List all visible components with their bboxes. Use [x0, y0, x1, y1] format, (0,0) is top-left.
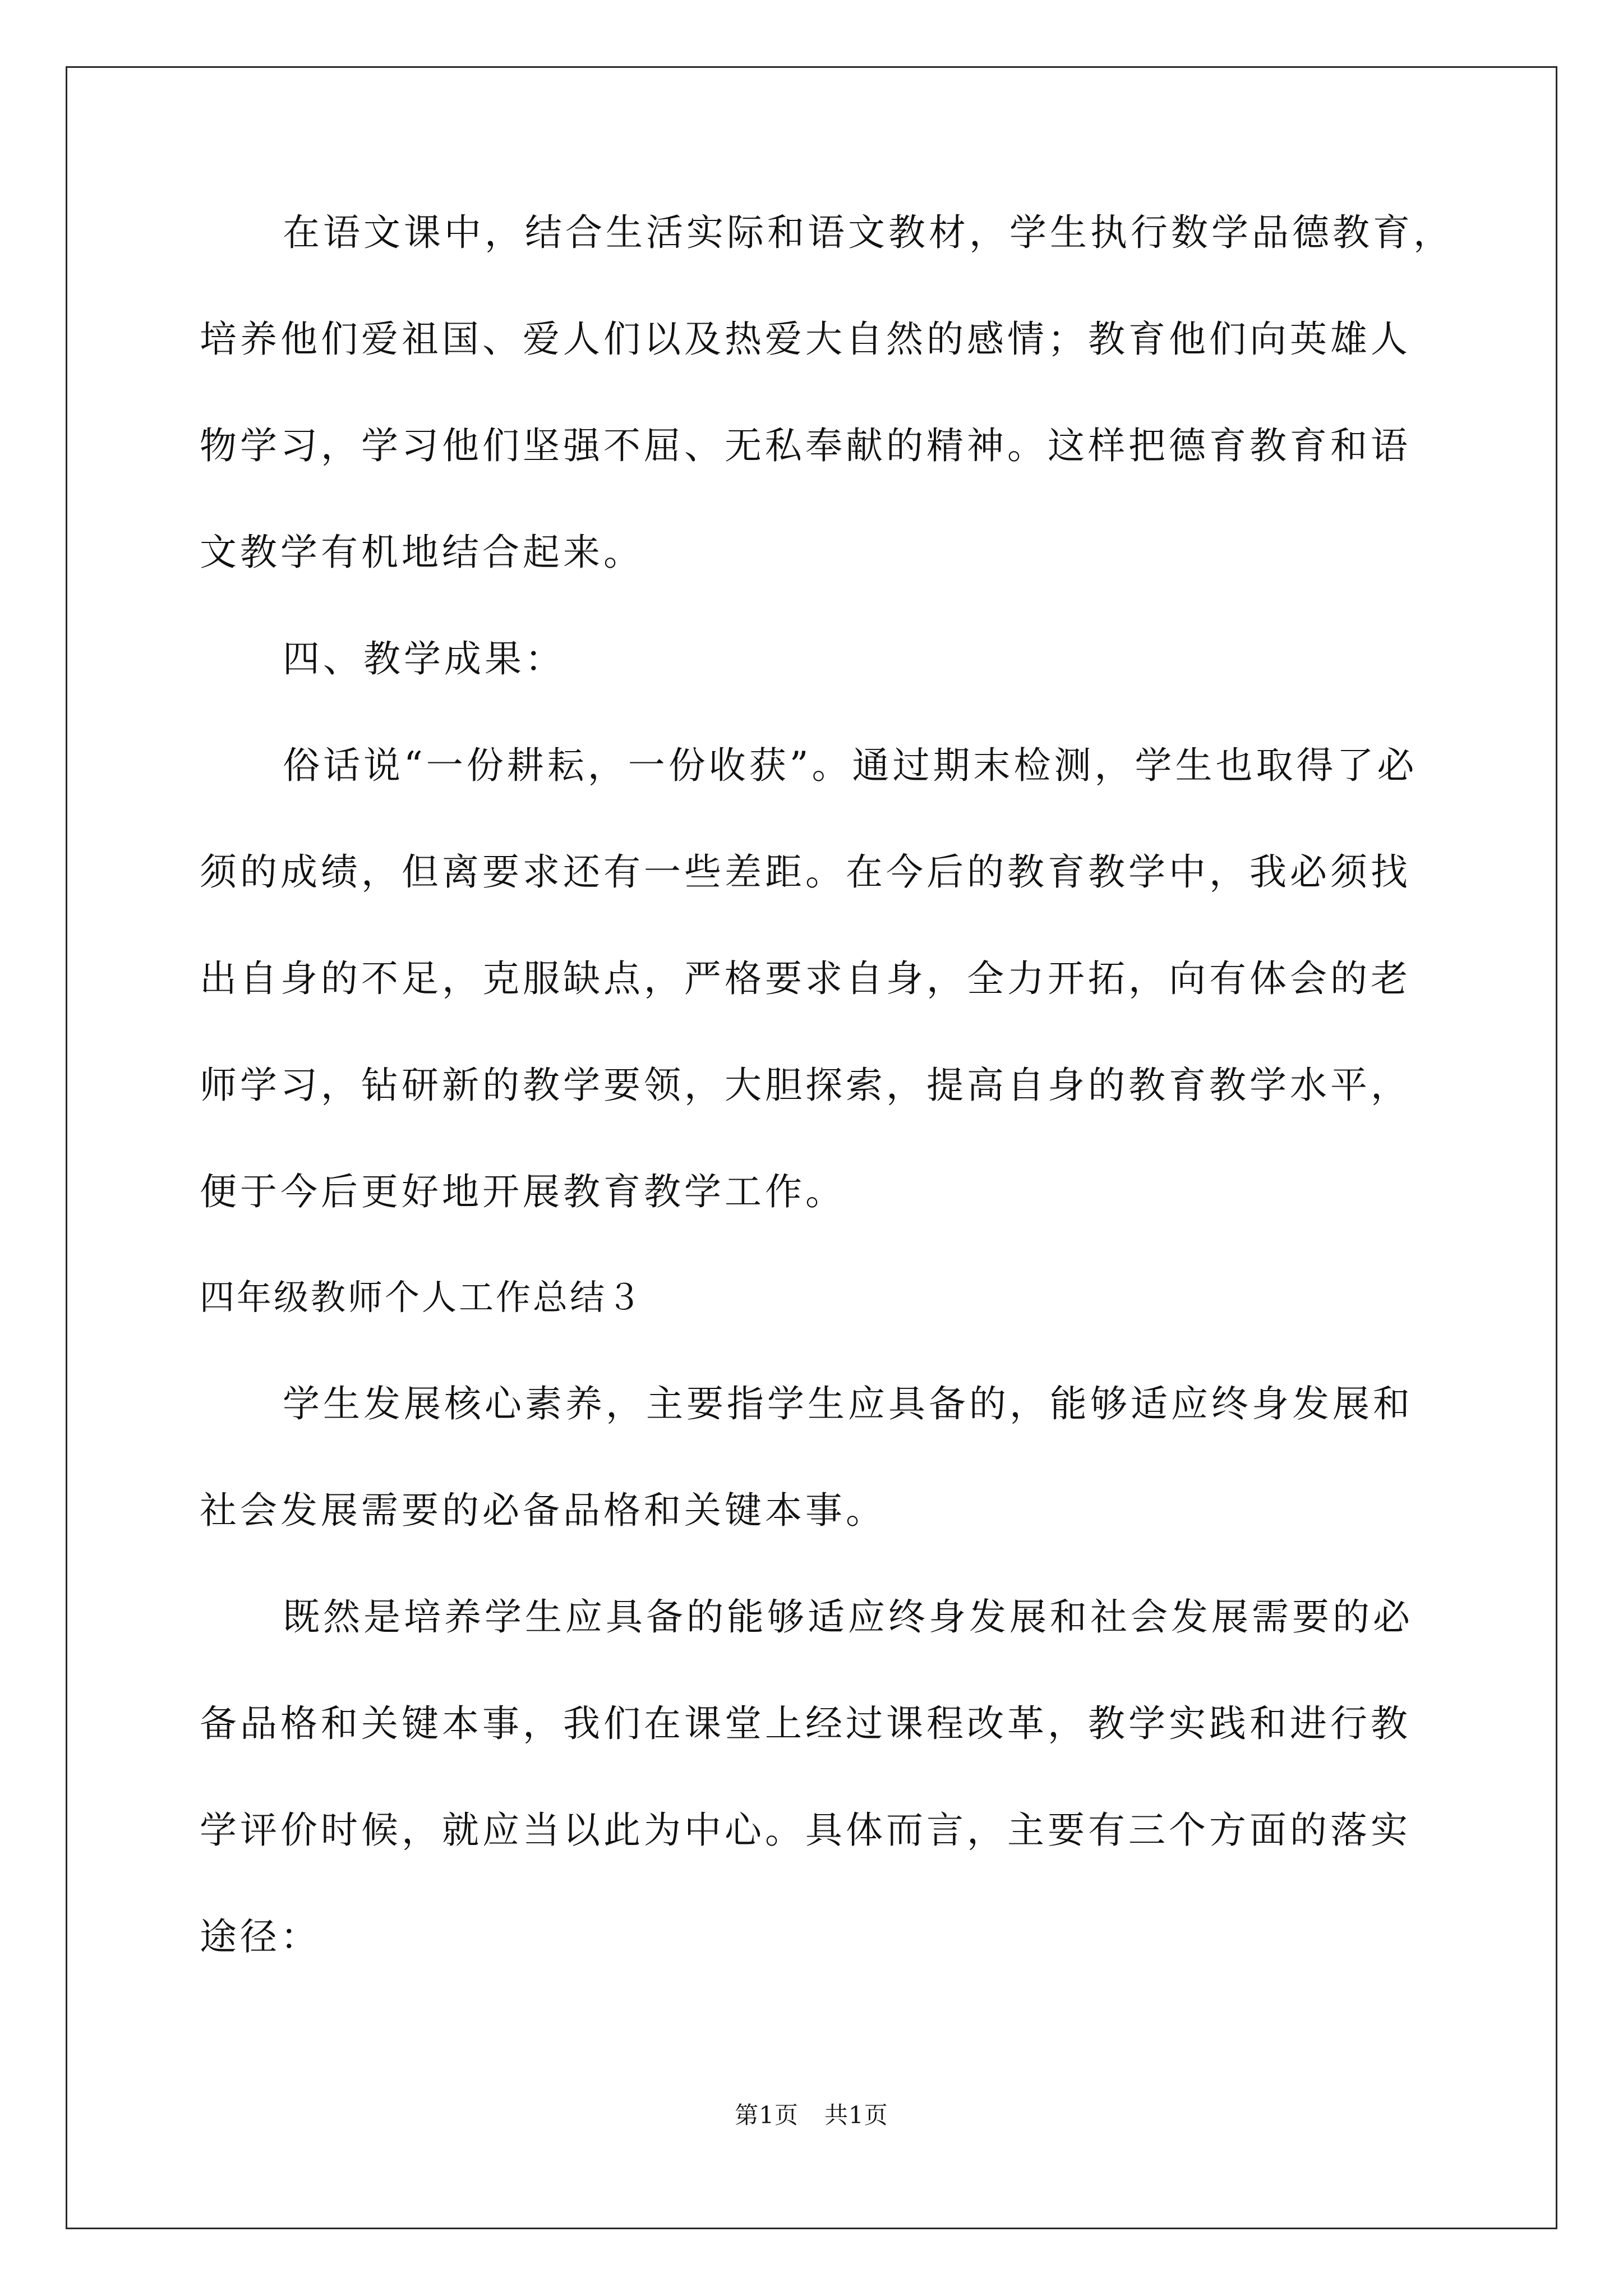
document-title: 四年级教师个人工作总结３	[200, 1277, 644, 1318]
page-border	[66, 66, 1557, 2229]
section-heading: 四、教学成果：	[283, 637, 565, 680]
paragraph-line: 俗话说“一份耕耘，一份收获”。通过期末检测，学生也取得了必	[283, 744, 1418, 787]
paragraph-line: 在语文课中，结合生活实际和语文教材，学生执行数学品德教育，	[283, 211, 1454, 254]
paragraph-line: 师学习，钻研新的教学要领，大胆探索，提高自身的教育教学水平，	[200, 1064, 1411, 1107]
paragraph-line: 便于今后更好地开展教育教学工作。	[200, 1170, 846, 1213]
page-number-total: 共1页	[824, 2101, 888, 2129]
paragraph-line: 学生发展核心素养，主要指学生应具备的，能够适应终身发展和	[283, 1382, 1413, 1425]
paragraph-line: 培养他们爱祖国、爱人们以及热爱大自然的感情；教育他们向英雄人	[200, 318, 1411, 361]
paragraph-line: 文教学有机地结合起来。	[200, 531, 644, 574]
paragraph-line: 途径：	[200, 1915, 321, 1958]
paragraph-line: 社会发展需要的必备品格和关键本事。	[200, 1489, 886, 1532]
paragraph-line: 须的成绩，但离要求还有一些差距。在今后的教育教学中，我必须找	[200, 850, 1411, 894]
paragraph-line: 物学习，学习他们坚强不屈、无私奉献的精神。这样把德育教育和语	[200, 424, 1411, 467]
paragraph-line: 学评价时候，就应当以此为中心。具体而言，主要有三个方面的落实	[200, 1809, 1411, 1852]
page-number-current: 第1页	[735, 2101, 799, 2129]
page-footer	[0, 2101, 1623, 2130]
paragraph-line: 备品格和关键本事，我们在课堂上经过课程改革，教学实践和进行教	[200, 1702, 1411, 1745]
paragraph-line: 既然是培养学生应具备的能够适应终身发展和社会发展需要的必	[283, 1595, 1413, 1639]
paragraph-line: 出自身的不足，克服缺点，严格要求自身，全力开拓，向有体会的老	[200, 957, 1411, 1000]
